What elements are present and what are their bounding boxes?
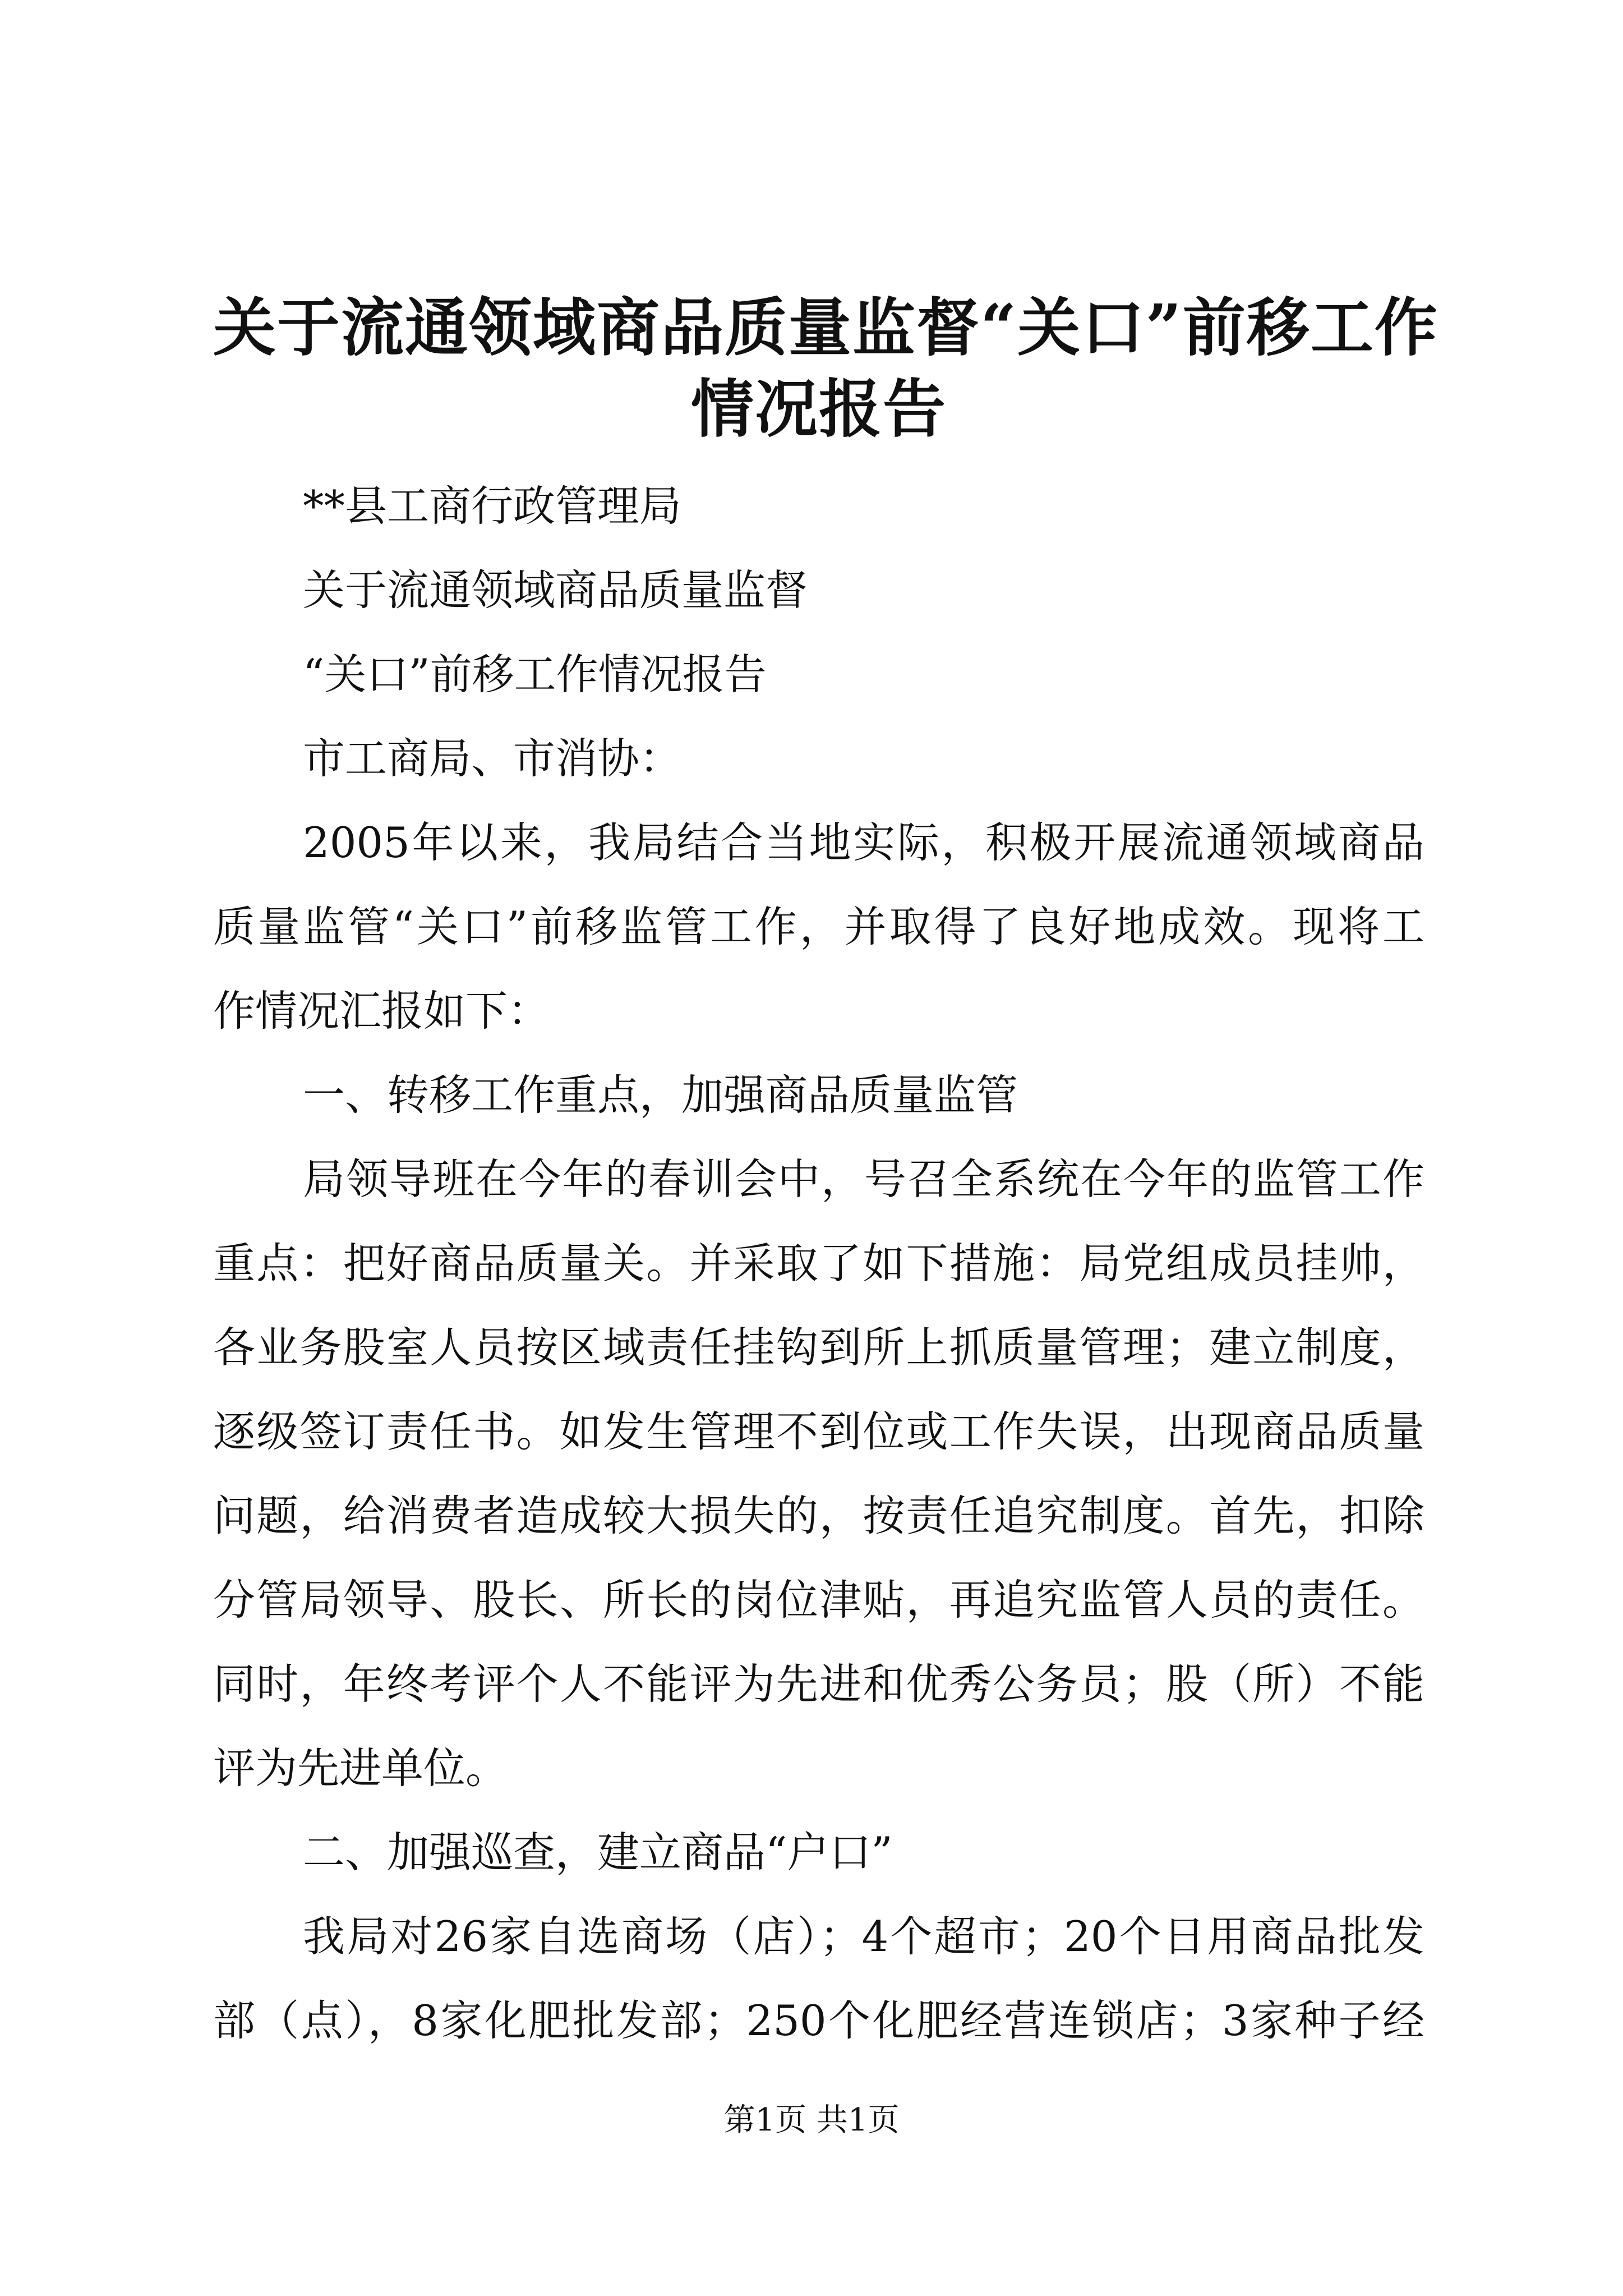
body-line: 我局对26家自选商场（店）；4个超市；20个日用商品批发	[303, 1912, 1424, 1961]
body-line: 评为先进单位。	[213, 1743, 508, 1793]
body-line: 问题，给消费者造成较大损失的，按责任追究制度。首先，扣除	[213, 1491, 1424, 1540]
section-heading-1: 一、转移工作重点，加强商品质量监管	[303, 1070, 1018, 1120]
document-title-line-2: 情况报告	[691, 372, 947, 446]
body-line: 作情况汇报如下：	[213, 986, 550, 1036]
body-line: 同时，年终考评个人不能评为先进和优秀公务员；股（所）不能	[213, 1659, 1424, 1709]
body-line: 局领导班在今年的春训会中，号召全系统在今年的监管工作	[303, 1154, 1424, 1204]
body-line: 各业务股室人员按区域责任挂钩到所上抓质量管理；建立制度，	[213, 1323, 1424, 1372]
salutation-line: 市工商局、市消协：	[303, 734, 682, 783]
page-footer: 第1页 共1页	[723, 2102, 900, 2138]
body-line: 分管局领导、股长、所长的岗位津贴，再追究监管人员的责任。	[213, 1575, 1424, 1625]
body-line: 重点：把好商品质量关。并采取了如下措施：局党组成员挂帅，	[213, 1239, 1424, 1288]
body-line: 逐级签订责任书。如发生管理不到位或工作失误，出现商品质量	[213, 1407, 1424, 1456]
subtitle-line-1: 关于流通领域商品质量监督	[303, 565, 808, 615]
body-line: 部（点），8家化肥批发部；250个化肥经营连锁店；3家种子经	[213, 1996, 1424, 2045]
body-line: 质量监管“关口”前移监管工作，并取得了良好地成效。现将工	[213, 902, 1424, 951]
body-line: 2005年以来，我局结合当地实际，积极开展流通领域商品	[303, 818, 1424, 867]
issuer-line: **县工商行政管理局	[303, 481, 682, 531]
subtitle-line-2: “关口”前移工作情况报告	[303, 650, 767, 699]
section-heading-2: 二、加强巡查，建立商品“户口”	[303, 1828, 893, 1877]
document-title-line-1: 关于流通领域商品质量监督“关口”前移工作	[213, 291, 1438, 365]
